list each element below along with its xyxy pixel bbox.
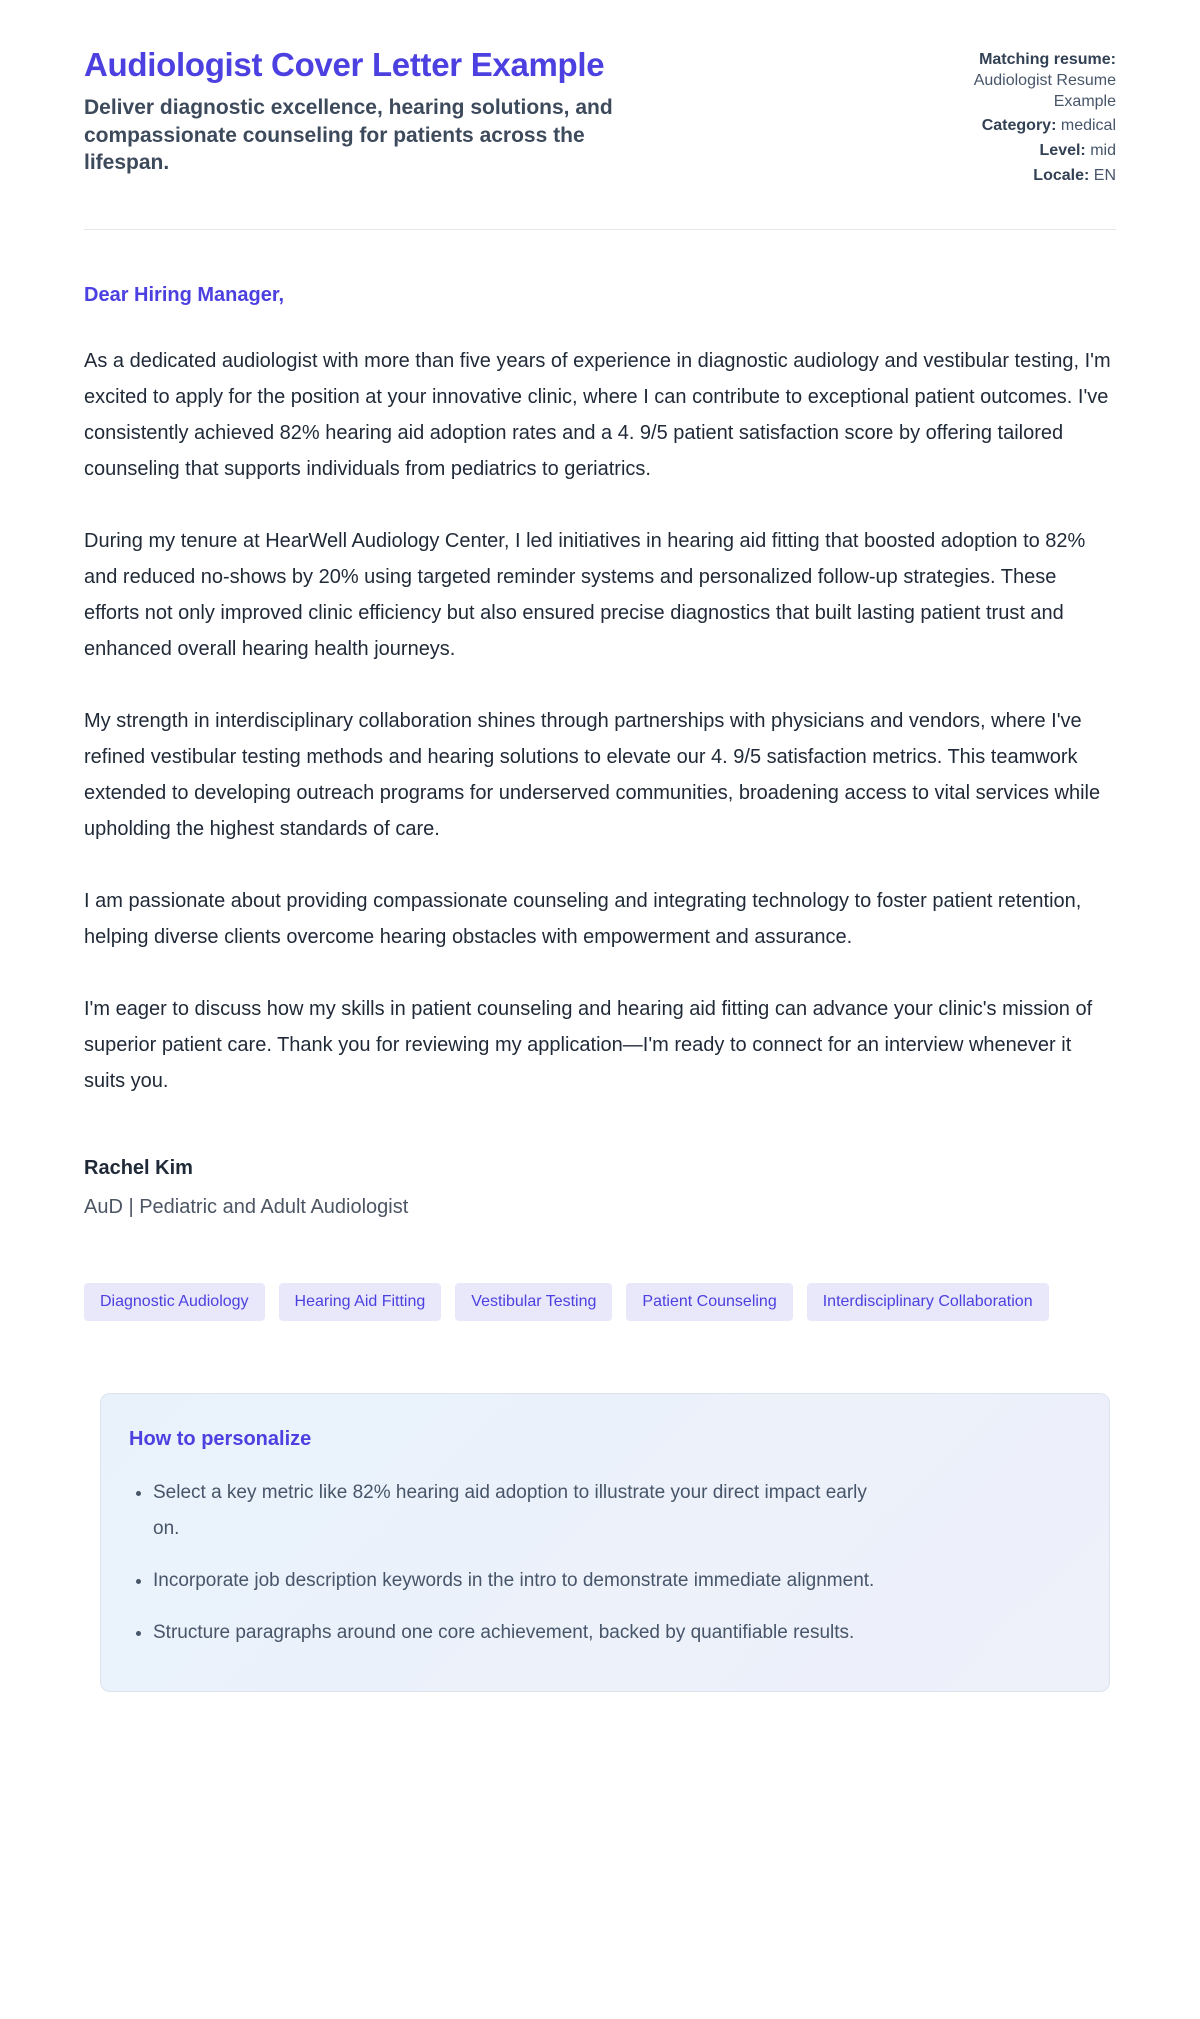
personalize-heading: How to personalize <box>129 1427 312 1450</box>
letter-body <box>84 343 1116 1099</box>
letter-paragraph: My strength in interdisciplinary collaboration shines through partnerships with physicians and vendors, where I've refined vestibular testing methods and hearing solutions to elevate our 4. 9/5 satisfaction metrics. This teamwork extended to developing outreach programs for underserved communities, broadening access to vital services while upholding the highest standards of care. <box>84 709 1101 840</box>
locale-label: Locale: <box>1033 166 1090 184</box>
page-title: Audiologist Cover Letter Example <box>84 46 605 83</box>
letter-paragraph: I am passionate about providing compassionate counseling and integrating technology to foster patient retention, helping diverse clients overcome hearing obstacles with empowerment and assurance. <box>84 889 1082 948</box>
personalize-tips-list <box>129 1475 889 1651</box>
meta-category <box>884 116 1116 137</box>
skill-tag-chip: Interdisciplinary Collaboration <box>807 1283 1049 1321</box>
header-titles <box>84 46 884 177</box>
header <box>84 46 1116 187</box>
matching-resume-label: Matching resume: <box>979 51 1116 68</box>
personalize-tip: • Incorporate job description keywords in the intro to demonstrate immediate alignment. <box>153 1563 889 1599</box>
letter-paragraph: I'm eager to discuss how my skills in patient counseling and hearing aid fitting can advance your clinic's mission of superior patient care. Thank you for reviewing my application—I'm ready to connect for an interview whenever it suits you. <box>84 997 1093 1092</box>
page-container <box>84 0 1116 1762</box>
category-label: Category: <box>981 117 1057 135</box>
meta-level <box>884 141 1116 162</box>
skill-tags <box>84 1283 1116 1321</box>
category-value: medical <box>1060 117 1116 135</box>
skill-tag-chip: Patient Counseling <box>626 1283 792 1321</box>
personalize-tip: • Structure paragraphs around one core achievement, backed by quantifiable results. <box>153 1615 889 1651</box>
letter-paragraph: During my tenure at HearWell Audiology Center, I led initiatives in hearing aid fitting that boosted adoption to 82% and reduced no-shows by 20% using targeted reminder systems and personalized follow-up strategies. These efforts not only improved clinic efficiency but also ensured precise diagnostics that built lasting patient trust and enhanced overall hearing health journeys. <box>84 529 1086 660</box>
skill-tag-chip: Vestibular Testing <box>455 1283 612 1321</box>
personalize-tip: • Select a key metric like 82% hearing aid adoption to illustrate your direct impact early on. <box>153 1475 889 1547</box>
cover-letter <box>84 284 1116 1219</box>
level-label: Level: <box>1039 142 1086 160</box>
locale-value: EN <box>1093 166 1116 184</box>
skill-tag-chip: Hearing Aid Fitting <box>279 1283 442 1321</box>
meta-matching-resume <box>884 50 1116 112</box>
signature-name: Rachel Kim <box>84 1156 193 1179</box>
signature-block <box>84 1157 1116 1219</box>
personalize-callout <box>100 1393 1110 1692</box>
letter-paragraph: As a dedicated audiologist with more than five years of experience in diagnostic audiology and vestibular testing, I'm excited to apply for the position at your innovative clinic, where I can contribute to exceptional patient outcomes. I've consistently achieved 82% hearing aid adoption rates and a 4. 9/5 patient satisfaction score by offering tailored counseling that supports individuals from pediatrics to geriatrics. <box>84 349 1111 480</box>
level-value: mid <box>1090 142 1116 160</box>
header-divider <box>84 229 1116 230</box>
meta-panel <box>884 46 1116 187</box>
meta-locale <box>884 166 1116 187</box>
letter-greeting: Dear Hiring Manager, <box>84 283 285 306</box>
matching-resume-value: Audiologist Resume Example <box>973 71 1116 110</box>
skill-tag-chip: Diagnostic Audiology <box>84 1283 265 1321</box>
page-subtitle: Deliver diagnostic excellence, hearing solutions, and compassionate counseling for patients across the lifespan. <box>84 95 613 175</box>
signature-role: AuD | Pediatric and Adult Audiologist <box>84 1195 409 1218</box>
